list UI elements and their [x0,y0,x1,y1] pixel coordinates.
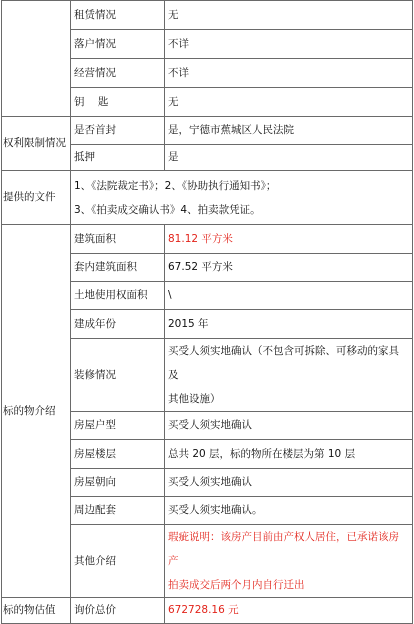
section-cell-empty [2,1,71,117]
documents-line-1: 1、《法院裁定书》；2、《协助执行通知书》； [74,179,277,192]
row-value: 无 [165,1,413,30]
row-label: 其他介绍 [71,525,165,598]
documents-line-2: 3、《拍卖成交确认书》4、拍卖款凭证。 [74,203,261,216]
row-value: \ [165,282,413,310]
row-value: 买受人须实地确认。 [165,497,413,525]
row-label: 是否首封 [71,117,165,145]
row-value: 无 [165,88,413,117]
table-row [2,225,413,254]
row-value: 买受人须实地确认 [165,469,413,497]
property-info-table [1,0,413,624]
row-label: 抵押 [71,145,165,171]
row-label: 套内建筑面积 [71,254,165,282]
row-label [71,88,165,117]
row-label: 租赁情况 [71,1,165,30]
row-value: 是 [165,145,413,171]
row-value: 不详 [165,59,413,88]
row-label: 房屋楼层 [71,440,165,469]
row-label: 建筑面积 [71,225,165,254]
row-value: 67.52 平方米 [165,254,413,282]
section-documents: 提供的文件 [2,171,71,225]
value-line: 买受人须实地确认（不包含可拆除、可移动的家具及 [168,345,399,381]
row-value: 不详 [165,30,413,59]
row-value [165,525,413,598]
value-line: 拍卖成交后两个月内自行迁出 [168,579,305,591]
row-label: 落户情况 [71,30,165,59]
row-value: 81.12 平方米 [165,225,413,254]
row-value: 是，宁德市蕉城区人民法院 [165,117,413,145]
row-value: 总共 20 层，标的物所在楼层为第 10 层 [165,440,413,469]
row-label: 装修情况 [71,339,165,412]
section-valuation: 标的物估值 [2,598,71,624]
documents-value [71,171,413,225]
row-label: 土地使用权面积 [71,282,165,310]
row-label: 建成年份 [71,310,165,339]
row-value [165,339,413,412]
section-subject: 标的物介绍 [2,225,71,598]
table-row [2,117,413,145]
row-label: 询价总价 [71,598,165,624]
key-label: 钥 匙 [74,95,109,108]
row-value: 买受人须实地确认 [165,412,413,440]
row-label: 房屋户型 [71,412,165,440]
value-line: 其他设施） [168,393,221,405]
table-row [2,598,413,624]
table-row [2,171,413,225]
value-line: 瑕疵说明：该房产目前由产权人居住，已承诺该房产 [168,531,399,567]
section-restriction: 权利限制情况 [2,117,71,171]
valuation-value: 672728.16 元 [165,598,413,624]
row-value: 2015 年 [165,310,413,339]
row-label: 周边配套 [71,497,165,525]
row-label: 房屋朝向 [71,469,165,497]
row-label: 经营情况 [71,59,165,88]
table-row [2,1,413,30]
